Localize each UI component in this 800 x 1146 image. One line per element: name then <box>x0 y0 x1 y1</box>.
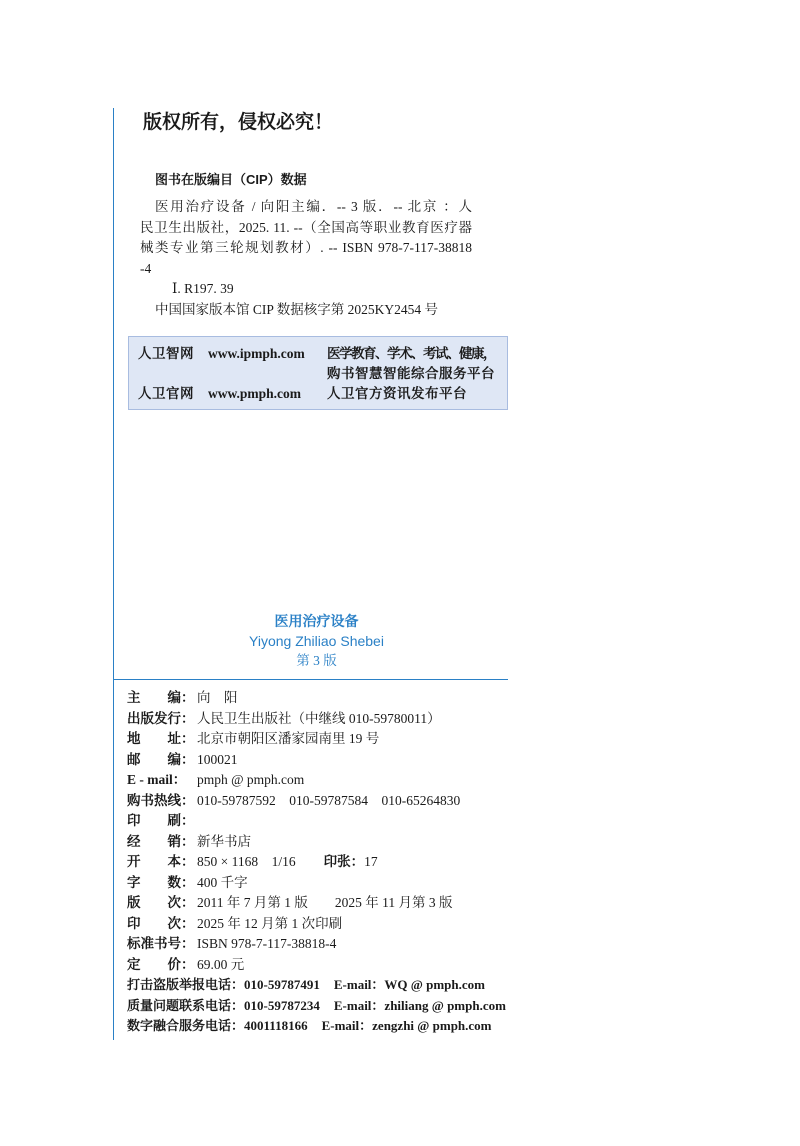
website-description <box>327 384 467 404</box>
hotline-email-label: E-mail： <box>321 1018 373 1033</box>
hotline-email: WQ @ pmph.com <box>384 977 485 992</box>
imprint-row-printing <box>127 914 506 935</box>
imprint-row-email <box>127 770 506 791</box>
imprint-row-format <box>127 852 506 873</box>
website-name: 人卫智网 <box>138 346 194 361</box>
book-title-pinyin: Yiyong Zhiliao Shebei <box>249 633 384 649</box>
imprint-value: 北京市朝阳区潘家园南里 19 号 <box>197 731 380 746</box>
book-title-block <box>126 611 507 671</box>
website-url: www.ipmph.com <box>208 346 305 361</box>
imprint-value: 100021 <box>197 751 238 767</box>
imprint-value: 新华书店 <box>197 833 251 849</box>
imprint-value-sheets: 17 <box>364 854 378 869</box>
cip-record-line: -4 <box>140 260 152 276</box>
book-title: 医用治疗设备 <box>274 613 359 629</box>
imprint-label-sheets: 印张： <box>323 854 365 869</box>
imprint-value: ISBN 978-7-117-38818-4 <box>197 936 337 951</box>
imprint-label: 主 编： <box>127 690 195 705</box>
cip-record-line: 械类专业第三轮规划教材）. -- ISBN 978-7-117-38818 <box>140 240 472 255</box>
publisher-websites-box <box>128 336 508 410</box>
imprint-row-edition <box>127 893 506 914</box>
hotline-phone: 010-59787234 <box>244 997 320 1013</box>
website-url: www.pmph.com <box>208 386 302 401</box>
website-description-line: 医学教育、学术、考试、健康， <box>327 346 495 361</box>
copyright-notice: 版权所有，侵权必究！ <box>143 112 334 133</box>
hotline-email-label: E-mail： <box>333 977 385 992</box>
imprint-value: 400 千字 <box>197 874 248 890</box>
cip-classification: Ⅰ. R197. 39 <box>172 281 234 296</box>
imprint-label: 邮 编： <box>127 751 195 767</box>
hotline-phone: 4001118166 <box>244 1018 308 1033</box>
imprint-value: 向 阳 <box>197 690 238 705</box>
imprint-row-isbn <box>127 934 506 955</box>
imprint-divider <box>114 679 508 680</box>
imprint-value: 2025 年 12 月第 1 次印刷 <box>197 915 343 931</box>
website-description <box>327 344 495 384</box>
imprint-value: 2011 年 7 月第 1 版 2025 年 11 月第 3 版 <box>197 895 453 910</box>
imprint-label: 出版发行： <box>127 710 195 726</box>
hotline-email: zhiliang @ pmph.com <box>384 997 506 1013</box>
imprint-label: E - mail： <box>127 772 187 787</box>
website-name: 人卫官网 <box>138 386 194 401</box>
hotline-row-digital-service <box>127 1016 506 1037</box>
imprint-label: 字 数： <box>127 874 195 890</box>
cip-heading: 图书在版编目（CIP）数据 <box>155 172 307 187</box>
website-entry-ipmph <box>138 344 507 384</box>
imprint-row-price <box>127 955 506 976</box>
hotline-label: 质量问题联系电话： <box>127 997 245 1013</box>
cip-record-line: 医用治疗设备 / 向阳主编．-- 3 版．-- 北京 ：人 <box>155 199 472 214</box>
hotline-label: 数字融合服务电话： <box>127 1018 245 1033</box>
imprint-row-sales-hotline <box>127 791 506 812</box>
imprint-value: pmph @ pmph.com <box>197 772 305 787</box>
imprint-value: 850 × 1168 1/16 <box>197 854 296 869</box>
imprint-row-word-count <box>127 873 506 894</box>
book-edition: 第 3 版 <box>296 653 337 668</box>
hotline-email: zengzhi @ pmph.com <box>372 1018 492 1033</box>
website-entry-pmph <box>138 384 507 404</box>
website-description-line: 人卫官方资讯发布平台 <box>327 386 467 401</box>
imprint-row-editor <box>127 688 506 709</box>
imprint-label: 印 刷： <box>127 813 195 828</box>
hotline-label: 打击盗版举报电话： <box>127 977 245 992</box>
imprint-label: 开 本： <box>127 854 195 869</box>
cip-record <box>140 197 472 320</box>
hotline-row-quality <box>127 996 506 1017</box>
imprint-value: 人民卫生出版社（中继线 010-59780011） <box>197 710 441 726</box>
imprint-row-address <box>127 729 506 750</box>
imprint-list <box>127 688 506 1037</box>
imprint-row-publisher <box>127 709 506 730</box>
imprint-value: 010-59787592 010-59787584 010-65264830 <box>197 792 461 808</box>
hotline-row-anti-piracy <box>127 975 506 996</box>
imprint-row-printer <box>127 811 506 832</box>
cip-record-line: 民卫生出版社，2025. 11. --（全国高等职业教育医疗器 <box>140 219 472 235</box>
left-margin-rule <box>113 108 114 1040</box>
hotline-email-label: E-mail： <box>333 997 385 1013</box>
website-description-line: 购书智慧智能综合服务平台 <box>327 366 495 381</box>
imprint-label: 版 次： <box>127 895 195 910</box>
imprint-row-distributor <box>127 832 506 853</box>
hotline-phone: 010-59787491 <box>244 977 320 992</box>
imprint-label: 印 次： <box>127 915 195 931</box>
cip-data-number: 中国国家版本馆 CIP 数据核字第 2025KY2454 号 <box>155 301 439 317</box>
imprint-label: 标准书号： <box>127 936 195 951</box>
imprint-row-postcode <box>127 750 506 771</box>
imprint-label: 地 址： <box>127 731 195 746</box>
imprint-label: 经 销： <box>127 833 195 849</box>
imprint-label: 购书热线： <box>127 792 195 808</box>
imprint-value: 69.00 元 <box>197 956 245 972</box>
imprint-label: 定 价： <box>127 956 195 972</box>
